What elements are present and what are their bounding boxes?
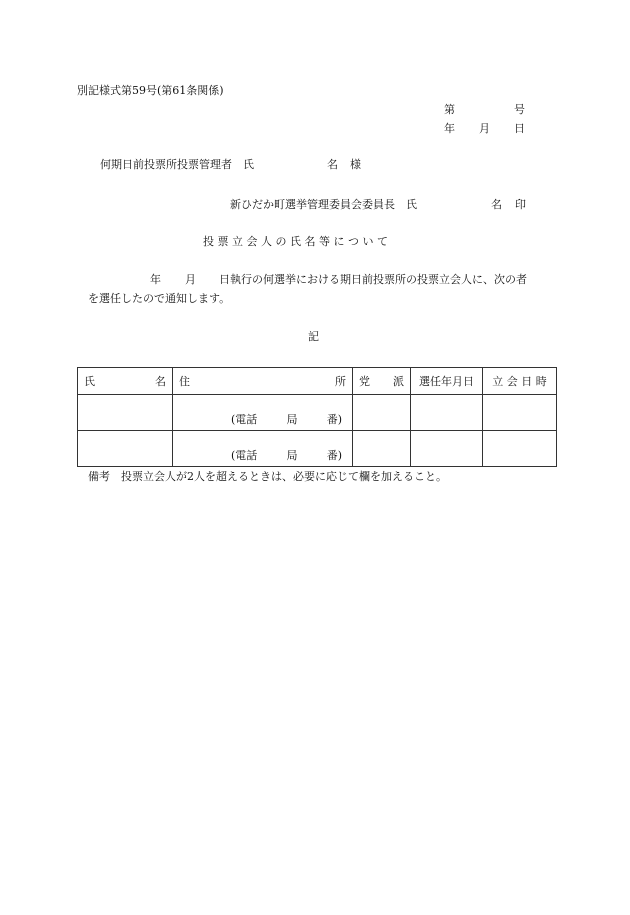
- cell-address: [173, 431, 353, 467]
- subject-title: 投 票 立 会 人 の 氏 名 等 に つ い て: [203, 235, 388, 248]
- sender-title: 新ひだか町選挙管理委員会委員長 氏: [230, 198, 417, 211]
- date-day: 日: [514, 122, 525, 135]
- header-appointment-date: 選任年月日: [411, 368, 483, 395]
- cell-party: [353, 395, 411, 431]
- table-header-row: [78, 368, 557, 395]
- body-line-2: を選任したので通知します。: [88, 292, 231, 305]
- document-number: [444, 103, 525, 117]
- header-name: 氏 名: [78, 368, 173, 395]
- date-month: 月: [479, 122, 490, 135]
- body-month: 月: [185, 273, 196, 286]
- body-year: 年: [150, 273, 161, 286]
- sender-name-label: 名: [491, 198, 502, 211]
- number-suffix: 号: [514, 103, 525, 116]
- table-row: [78, 395, 557, 431]
- date-year: 年: [444, 122, 455, 135]
- appointee-table: [77, 367, 557, 467]
- cell-appointment-date: [411, 395, 483, 431]
- form-header: 別記様式第59号(第61条関係): [77, 84, 224, 97]
- table-row: [78, 431, 557, 467]
- phone-line: (電話 局 番): [231, 449, 342, 462]
- header-address: 住 所: [173, 368, 353, 395]
- addressee-name-label: 名: [327, 158, 338, 171]
- cell-attendance-datetime: [483, 395, 557, 431]
- cell-party: [353, 431, 411, 467]
- header-attendance-datetime: 立 会 日 時: [483, 368, 557, 395]
- ki-heading: 記: [308, 330, 319, 343]
- cell-address: [173, 395, 353, 431]
- cell-appointment-date: [411, 431, 483, 467]
- addressee-title: 何期日前投票所投票管理者 氏: [100, 158, 254, 171]
- phone-line: (電話 局 番): [231, 413, 342, 426]
- seal-mark: 印: [515, 198, 526, 211]
- cell-name: [78, 395, 173, 431]
- number-prefix: 第: [444, 103, 455, 116]
- cell-name: [78, 431, 173, 467]
- remarks-note: 備考 投票立会人が2人を超えるときは、必要に応じて欄を加えること。: [88, 470, 447, 483]
- body-line-1: 日執行の何選挙における期日前投票所の投票立会人に、次の者: [219, 273, 527, 286]
- cell-attendance-datetime: [483, 431, 557, 467]
- document-date: [444, 122, 525, 136]
- addressee-honorific: 様: [350, 158, 361, 171]
- header-party: 党 派: [353, 368, 411, 395]
